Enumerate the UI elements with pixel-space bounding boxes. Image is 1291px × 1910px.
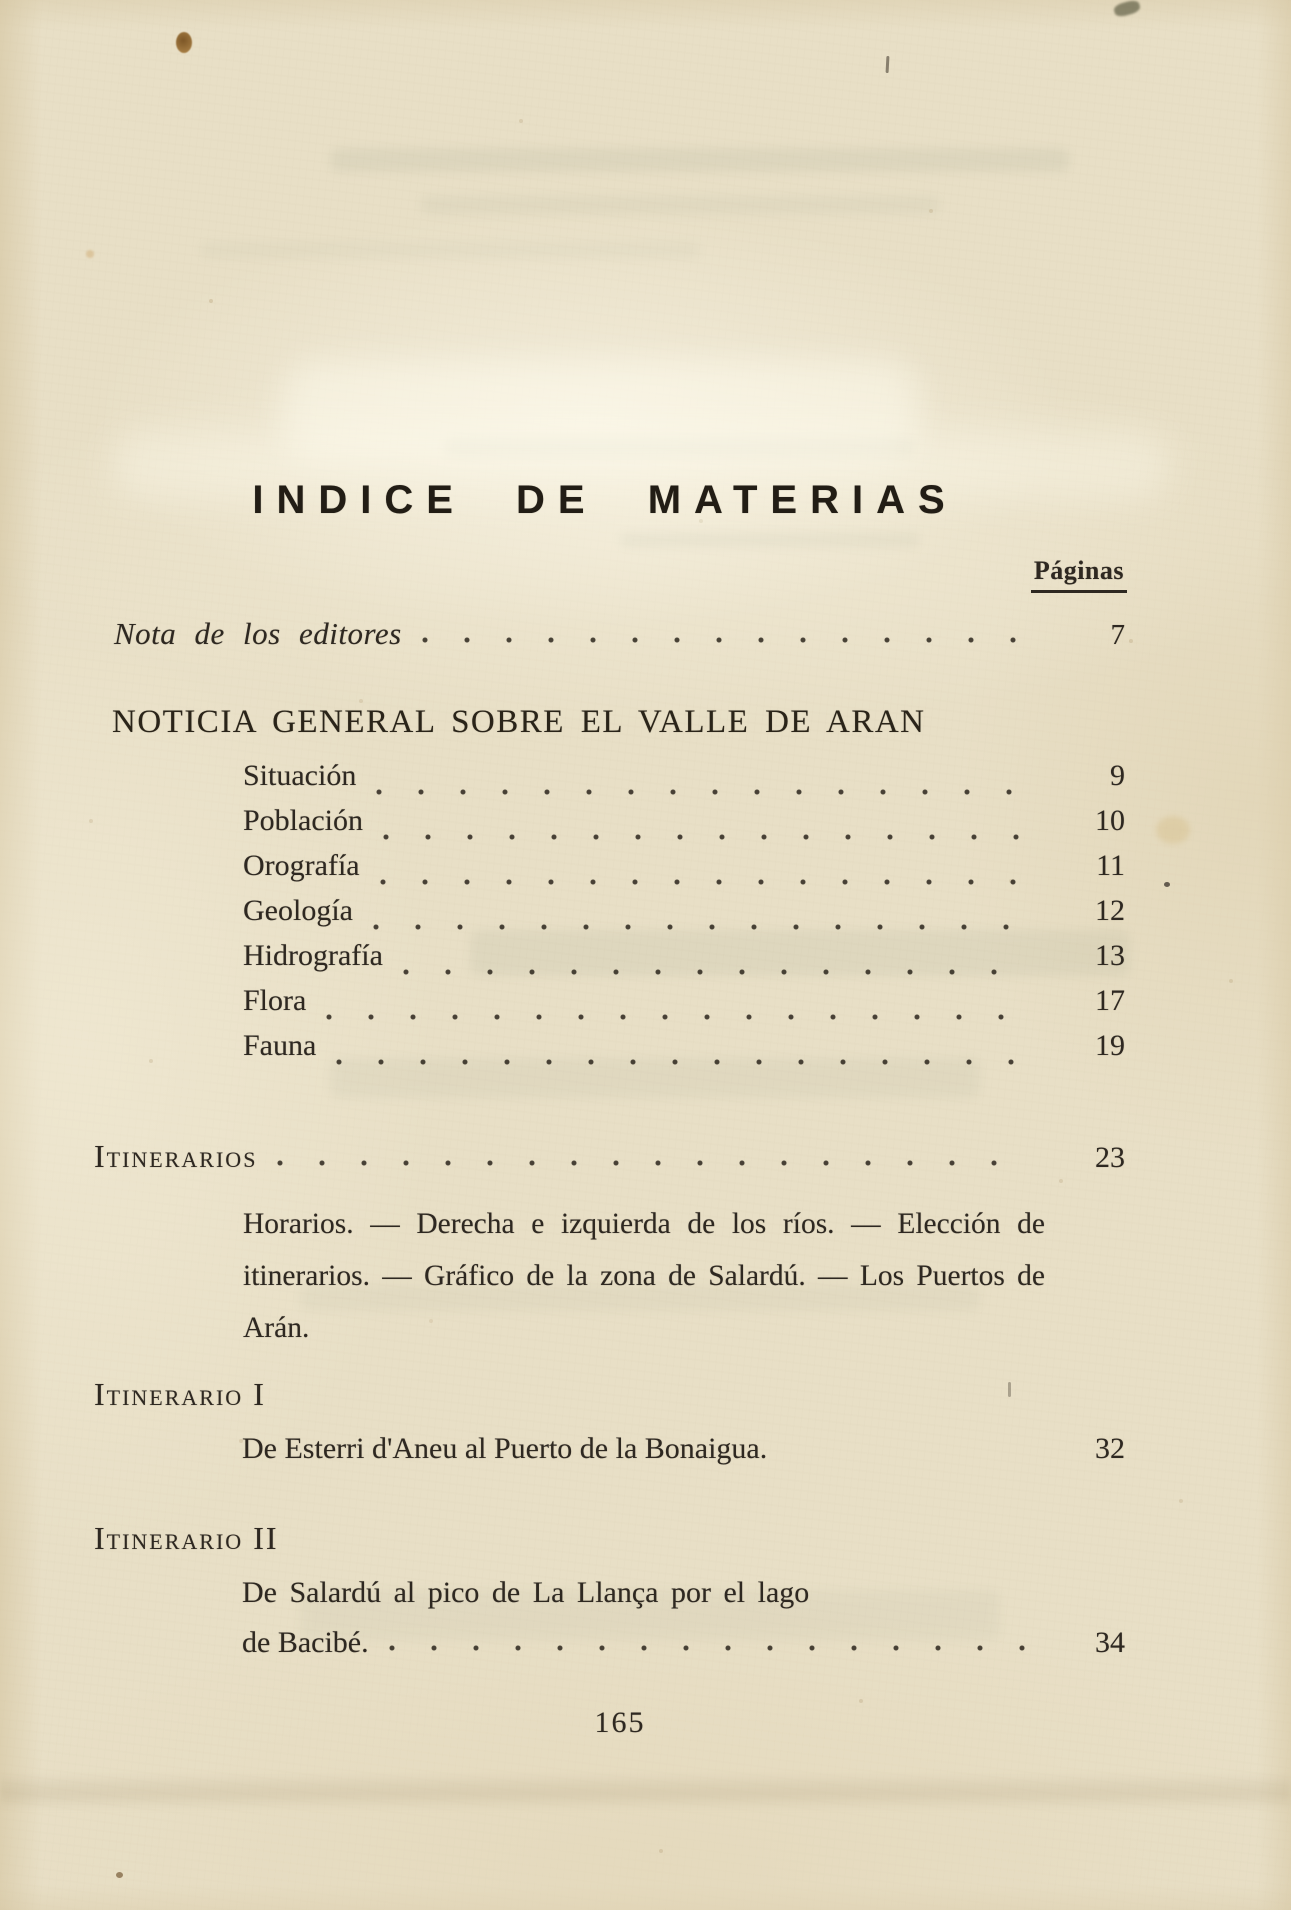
toc-entry-page-number: 10: [1095, 804, 1125, 837]
section-heading-itinerario-2: Itinerario II: [94, 1520, 279, 1556]
toc-entry-page-number: 17: [1095, 984, 1125, 1017]
toc-entry-page-number: 7: [1110, 619, 1125, 651]
toc-entry-label: Hidrografía: [243, 939, 383, 972]
toc-entry-page-number: 23: [1095, 1141, 1125, 1174]
toc-entry-situacion: [243, 759, 1125, 804]
paper-stain: [1008, 1382, 1011, 1397]
dot-leader: [380, 878, 1033, 886]
dot-leader: [403, 968, 1033, 976]
toc-entry-page-number: 12: [1095, 894, 1125, 927]
pages-column-header: Páginas: [1031, 556, 1127, 593]
dot-leader: [376, 788, 1033, 796]
paper-stain: [1164, 882, 1170, 887]
toc-entry-page-number: 9: [1110, 759, 1125, 792]
toc-entry-label: De Esterri d'Aneu al Puerto de la Bonaigua.: [242, 1432, 768, 1465]
paper-stain: [116, 1872, 123, 1878]
toc-entry-page-number: 34: [1095, 1626, 1125, 1659]
show-through-ghost: [330, 148, 1070, 172]
toc-entry-label: Población: [243, 804, 363, 837]
toc-item-list: [243, 759, 1125, 1074]
toc-entry-geologia: [243, 894, 1125, 939]
dot-leader: [383, 833, 1033, 841]
paper-stain: [886, 56, 890, 73]
toc-entry-label: Itinerarios: [94, 1138, 258, 1174]
toc-entry-poblacion: [243, 804, 1125, 849]
dot-leader: [336, 1058, 1033, 1066]
toc-entry-itinerarios: [94, 1138, 1125, 1175]
toc-entry-flora: [243, 984, 1125, 1029]
page-title: INDICE DE MATERIAS: [252, 478, 958, 522]
dot-leader: [326, 1013, 1033, 1021]
toc-entry-label: Flora: [243, 984, 307, 1017]
toc-entry-page-number: 19: [1095, 1029, 1125, 1062]
itinerarios-description: Horarios. — Derecha e izquierda de los ríos. — Elección de itinerarios. — Gráfico de la zona de Salardú. — Los Puertos de Arán.: [243, 1208, 1045, 1344]
toc-entry-fauna: [243, 1029, 1125, 1074]
section-heading-noticia: NOTICIA GENERAL SOBRE EL VALLE DE ARAN: [112, 704, 926, 740]
toc-entry-nota: [114, 616, 1125, 652]
show-through-ghost: [200, 242, 700, 258]
dot-leader: [422, 636, 1033, 644]
paper-fiber-specks: [0, 0, 2, 2]
toc-entry-page-number: 11: [1096, 849, 1125, 882]
dot-leader: [373, 923, 1033, 931]
paper-stain: [86, 250, 94, 258]
toc-entry-itinerario-2-line1: De Salardú al pico de La Llança por el lago: [242, 1576, 810, 1609]
show-through-ghost: [620, 533, 920, 547]
toc-entry-label: Situación: [243, 759, 357, 792]
toc-entry-label: Geología: [243, 894, 353, 927]
toc-entry-orografia: [243, 849, 1125, 894]
paper-stain: [1113, 0, 1141, 18]
section-heading-itinerario-1: Itinerario I: [94, 1376, 266, 1412]
dot-leader: [389, 1644, 1033, 1652]
show-through-ghost: [420, 196, 940, 214]
toc-entry-itinerario-1: [242, 1432, 1125, 1466]
toc-entry-label: Nota de los editores: [114, 616, 402, 651]
folio-page-number: 165: [594, 1706, 646, 1739]
toc-entry-label: Orografía: [243, 849, 360, 882]
toc-entry-page-number: 32: [1095, 1432, 1125, 1465]
toc-entry-label: Fauna: [243, 1029, 317, 1062]
dot-leader: [277, 1159, 1033, 1167]
paper-stain: [1156, 816, 1190, 844]
toc-entry-itinerario-2: [242, 1626, 1125, 1660]
toc-entry-page-number: 13: [1095, 939, 1125, 972]
toc-entry-label: de Bacibé.: [242, 1626, 369, 1659]
paper-stain: [176, 32, 192, 53]
paper-crease: [0, 1772, 1291, 1810]
toc-entry-hidrografia: [243, 939, 1125, 984]
